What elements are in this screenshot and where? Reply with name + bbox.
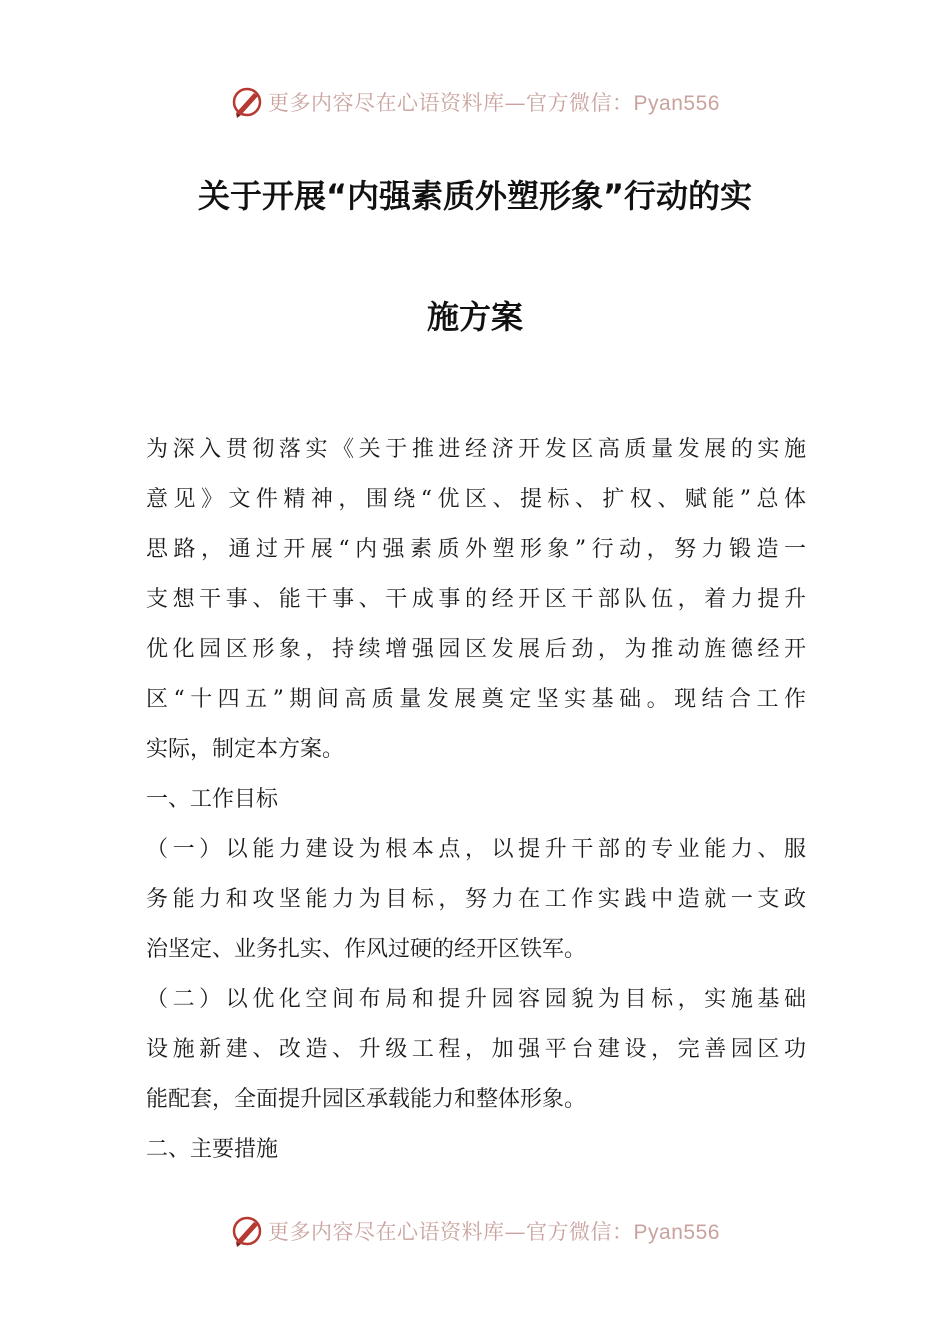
document-body <box>146 432 806 1182</box>
pen-logo-icon <box>230 85 264 119</box>
watermark-text-cn: 更多内容尽在心语资料库—官方微信： <box>268 1220 634 1244</box>
body-line: （二）以优化空间布局和提升园容园貌为目标，实施基础 <box>146 987 806 1012</box>
body-line: 为深入贯彻落实《关于推进经济开发区高质量发展的实施 <box>146 437 806 462</box>
section-heading: 二、主要措施 <box>146 1137 279 1162</box>
watermark-wechat-id: Pyan556 <box>633 92 720 115</box>
header-watermark-banner <box>0 82 950 122</box>
body-line: 设施新建、改造、升级工程，加强平台建设，完善园区功 <box>146 1037 806 1062</box>
body-line: 实际，制定本方案。 <box>146 737 345 762</box>
body-line: 治坚定、业务扎实、作风过硬的经开区铁军。 <box>146 937 587 962</box>
body-line: 务能力和攻坚能力为目标，努力在工作实践中造就一支政 <box>146 887 806 912</box>
pen-logo-icon <box>230 1214 264 1248</box>
body-line: 意见》文件精神，围绕“优区、提标、扩权、赋能”总体 <box>146 487 806 512</box>
document-title-line-1: 关于开展“内强素质外塑形象”行动的实 <box>197 177 753 215</box>
body-line: 思路，通过开展“内强素质外塑形象”行动，努力锻造一 <box>146 537 806 562</box>
body-line: 区“十四五”期间高质量发展奠定坚实基础。现结合工作 <box>146 687 806 712</box>
watermark-text <box>268 87 720 117</box>
watermark-wechat-id: Pyan556 <box>633 1221 720 1244</box>
body-line: （一）以能力建设为根本点，以提升干部的专业能力、服 <box>146 837 806 862</box>
body-line: 支想干事、能干事、干成事的经开区干部队伍，着力提升 <box>146 587 806 612</box>
body-line: 能配套，全面提升园区承载能力和整体形象。 <box>146 1087 587 1112</box>
body-line: 优化园区形象，持续增强园区发展后劲，为推动旌德经开 <box>146 637 806 662</box>
section-heading: 一、工作目标 <box>146 787 279 812</box>
watermark-text <box>268 1216 720 1246</box>
footer-watermark-banner <box>0 1211 950 1251</box>
watermark-text-cn: 更多内容尽在心语资料库—官方微信： <box>268 91 634 115</box>
document-title-line-2: 施方案 <box>426 298 523 336</box>
